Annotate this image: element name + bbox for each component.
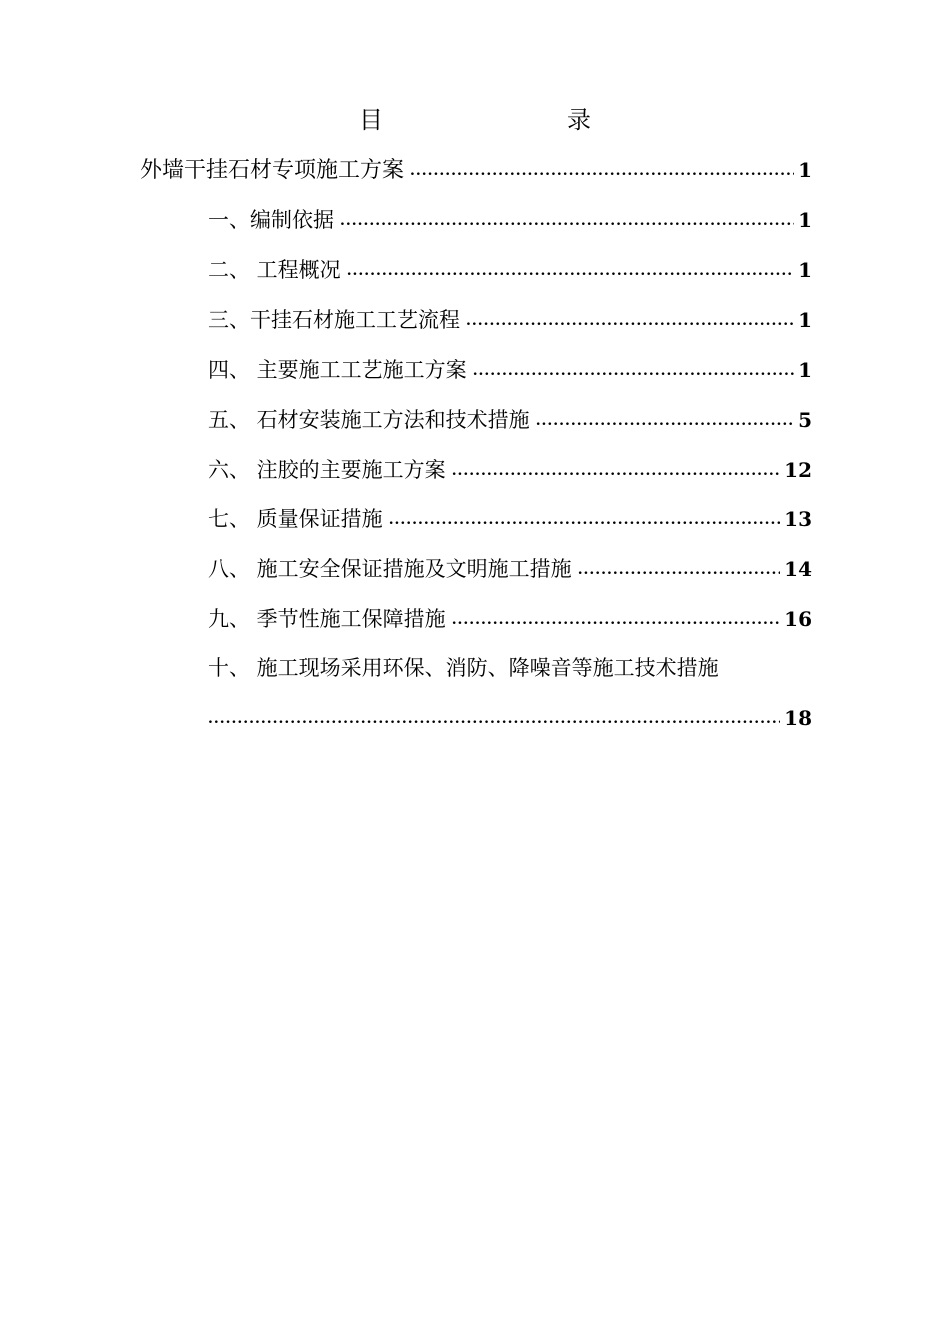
toc-page-number: 12 <box>784 458 812 482</box>
toc-page-number: 5 <box>798 408 812 432</box>
toc-entry-label: 七、 质量保证措施 <box>208 507 383 531</box>
dot-leader <box>452 455 780 487</box>
toc-entry-5[interactable] <box>208 404 812 436</box>
dot-leader <box>208 703 780 735</box>
toc-entry-2[interactable] <box>208 254 812 286</box>
dot-leader <box>536 405 794 437</box>
toc-entry-label: 六、 注胶的主要施工方案 <box>208 458 446 482</box>
toc-entry-7[interactable] <box>208 503 812 535</box>
toc-entry-10-continuation[interactable] <box>208 702 812 734</box>
toc-entry-8[interactable] <box>208 553 812 585</box>
toc-page-number: 18 <box>784 706 812 730</box>
toc-entry-main[interactable] <box>140 154 812 186</box>
toc-page-number: 1 <box>798 208 812 232</box>
toc-entry-4[interactable] <box>208 354 812 386</box>
toc-entry-6[interactable] <box>208 454 812 486</box>
toc-entry-label: 三、干挂石材施工工艺流程 <box>208 308 460 332</box>
dot-leader <box>410 155 794 187</box>
dot-leader <box>340 205 794 237</box>
toc-entry-label: 外墙干挂石材专项施工方案 <box>140 158 405 183</box>
toc-page-number: 1 <box>798 308 812 332</box>
toc-entry-9[interactable] <box>208 603 812 635</box>
toc-page-number: 13 <box>784 507 812 531</box>
dot-leader <box>466 305 794 337</box>
dot-leader <box>578 554 780 586</box>
toc-page-number: 14 <box>784 557 812 581</box>
toc-entry-label: 九、 季节性施工保障措施 <box>208 607 446 631</box>
toc-entry-3[interactable] <box>208 304 812 336</box>
dot-leader <box>347 255 794 287</box>
toc-entry-label: 四、 主要施工工艺施工方案 <box>208 358 467 382</box>
dot-leader <box>473 355 794 387</box>
toc-page-number: 1 <box>798 358 812 382</box>
toc-entry-label: 八、 施工安全保证措施及文明施工措施 <box>208 557 572 581</box>
toc-page-number: 1 <box>798 258 812 282</box>
toc-entry-10-label[interactable]: 十、 施工现场采用环保、消防、降噪音等施工技术措施 <box>208 656 719 680</box>
dot-leader <box>452 604 780 636</box>
toc-entry-label: 五、 石材安装施工方法和技术措施 <box>208 408 530 432</box>
toc-entry-label: 一、编制依据 <box>208 208 334 232</box>
toc-page-number: 1 <box>798 158 812 182</box>
toc-title: 目 录 <box>359 106 671 134</box>
dot-leader <box>389 504 780 536</box>
toc-page-number: 16 <box>784 607 812 631</box>
toc-entry-label: 二、 工程概况 <box>208 258 341 282</box>
toc-entry-1[interactable] <box>208 204 812 236</box>
